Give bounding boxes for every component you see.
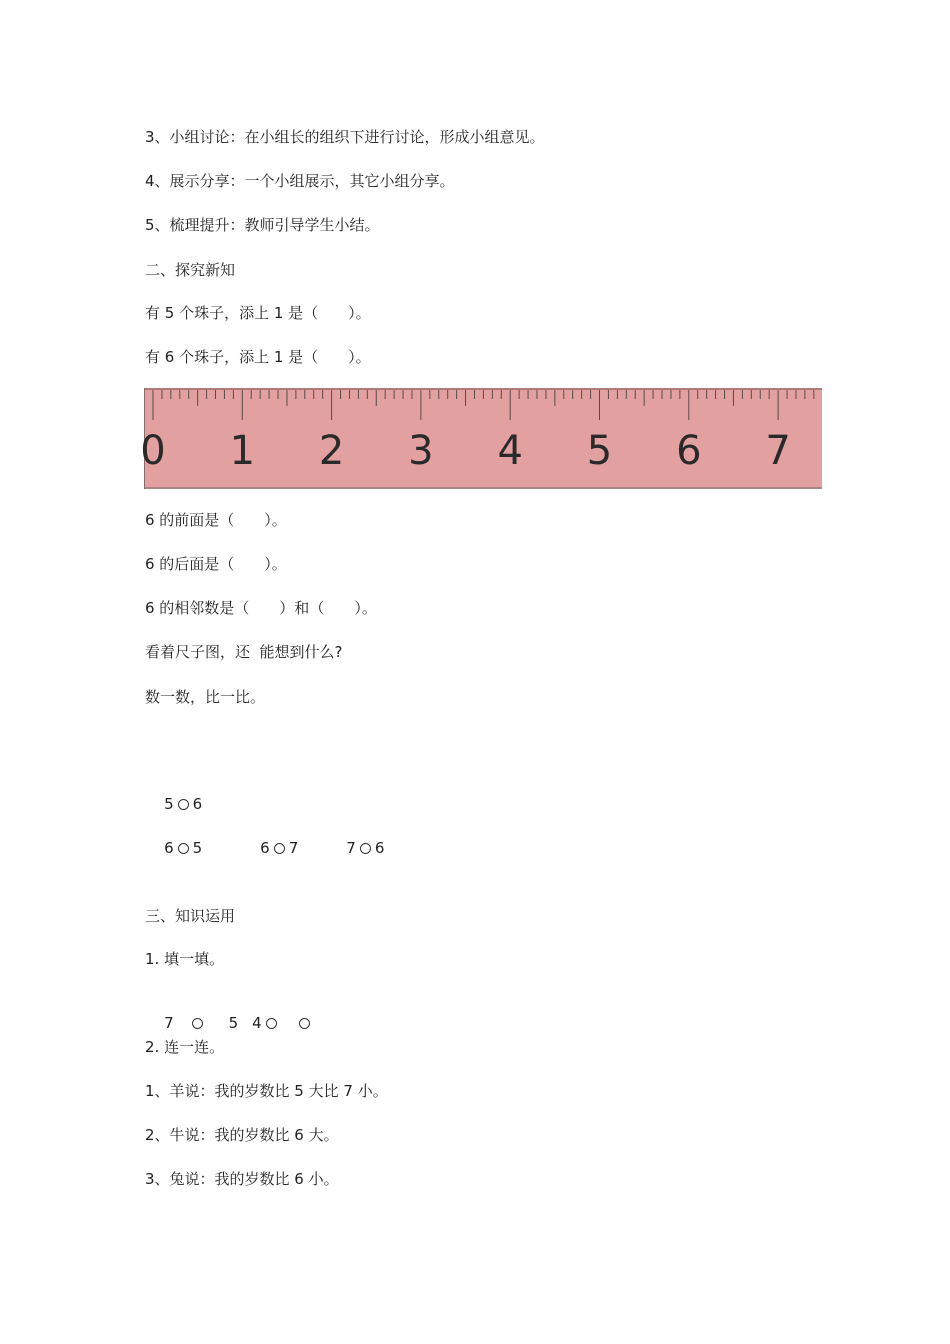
compare-right-number: 5 [192,839,203,857]
compare-left-number: 5 [164,795,174,813]
question-before-6: 6 的前面是（ ）。 [145,511,287,529]
question-neighbors-6: 6 的相邻数是（ ）和（ ）。 [145,599,377,617]
ruler-label: 6 [676,428,702,474]
section-2-heading: 二、探究新知 [145,261,236,279]
compare-left-number: 6 [164,839,174,857]
ruler-label: 1 [229,428,256,474]
step-3-text: 3、小组讨论：在小组长的组织下进行讨论，形成小组意见。 [145,128,545,146]
section-3-heading: 三、知识运用 [145,907,236,925]
exercise-1-title: 1. 填一填。 [145,950,225,968]
fill-circle-blank[interactable] [192,1018,203,1029]
question-ruler-think: 看着尺子图，还 能想到什么? [145,643,343,661]
compare-right-number: 6 [374,839,385,857]
compare-circle-blank[interactable] [178,843,189,854]
question-after-6: 6 的后面是（ ）。 [145,555,287,573]
fill-circle-blank[interactable] [266,1018,277,1029]
compare-left-number: 7 [346,839,356,857]
ruler-label: 5 [586,428,613,474]
compare-right-number: 6 [192,795,203,813]
step-5-text: 5、梳理提升：教师引导学生小结。 [145,216,380,234]
ruler-label: 4 [497,428,523,474]
compare-circle-blank[interactable] [274,843,285,854]
ruler-label: 3 [408,428,434,474]
ruler-label: 2 [318,428,345,474]
question-beads-6: 有 6 个珠子，添上 1 是（ ）。 [145,348,371,366]
ruler-label: 0 [140,428,166,474]
instruction-count-compare: 数一数，比一比。 [145,688,266,706]
animal-cow-statement: 2、牛说：我的岁数比 6 大。 [145,1126,339,1144]
animal-rabbit-statement: 3、兔说：我的岁数比 6 小。 [145,1170,339,1188]
animal-sheep-statement: 1、羊说：我的岁数比 5 大比 7 小。 [145,1082,388,1100]
compare-circle-blank[interactable] [178,799,189,810]
fill-number-7: 7 [164,1014,174,1032]
question-beads-5: 有 5 个珠子，添上 1 是（ ）。 [145,304,371,322]
fill-circle-blank[interactable] [299,1018,310,1029]
compare-left-number: 6 [260,839,270,857]
exercise-2-title: 2. 连一连。 [145,1038,225,1056]
compare-circle-blank[interactable] [360,843,371,854]
compare-row-2 [145,818,384,878]
fill-number-5: 5 [228,1014,239,1032]
fill-number-4: 4 [252,1014,262,1032]
ruler-label: 7 [765,428,791,474]
compare-right-number: 7 [288,839,299,857]
step-4-text: 4、展示分享：一个小组展示，其它小组分享。 [145,172,455,190]
ruler-image [140,388,822,489]
